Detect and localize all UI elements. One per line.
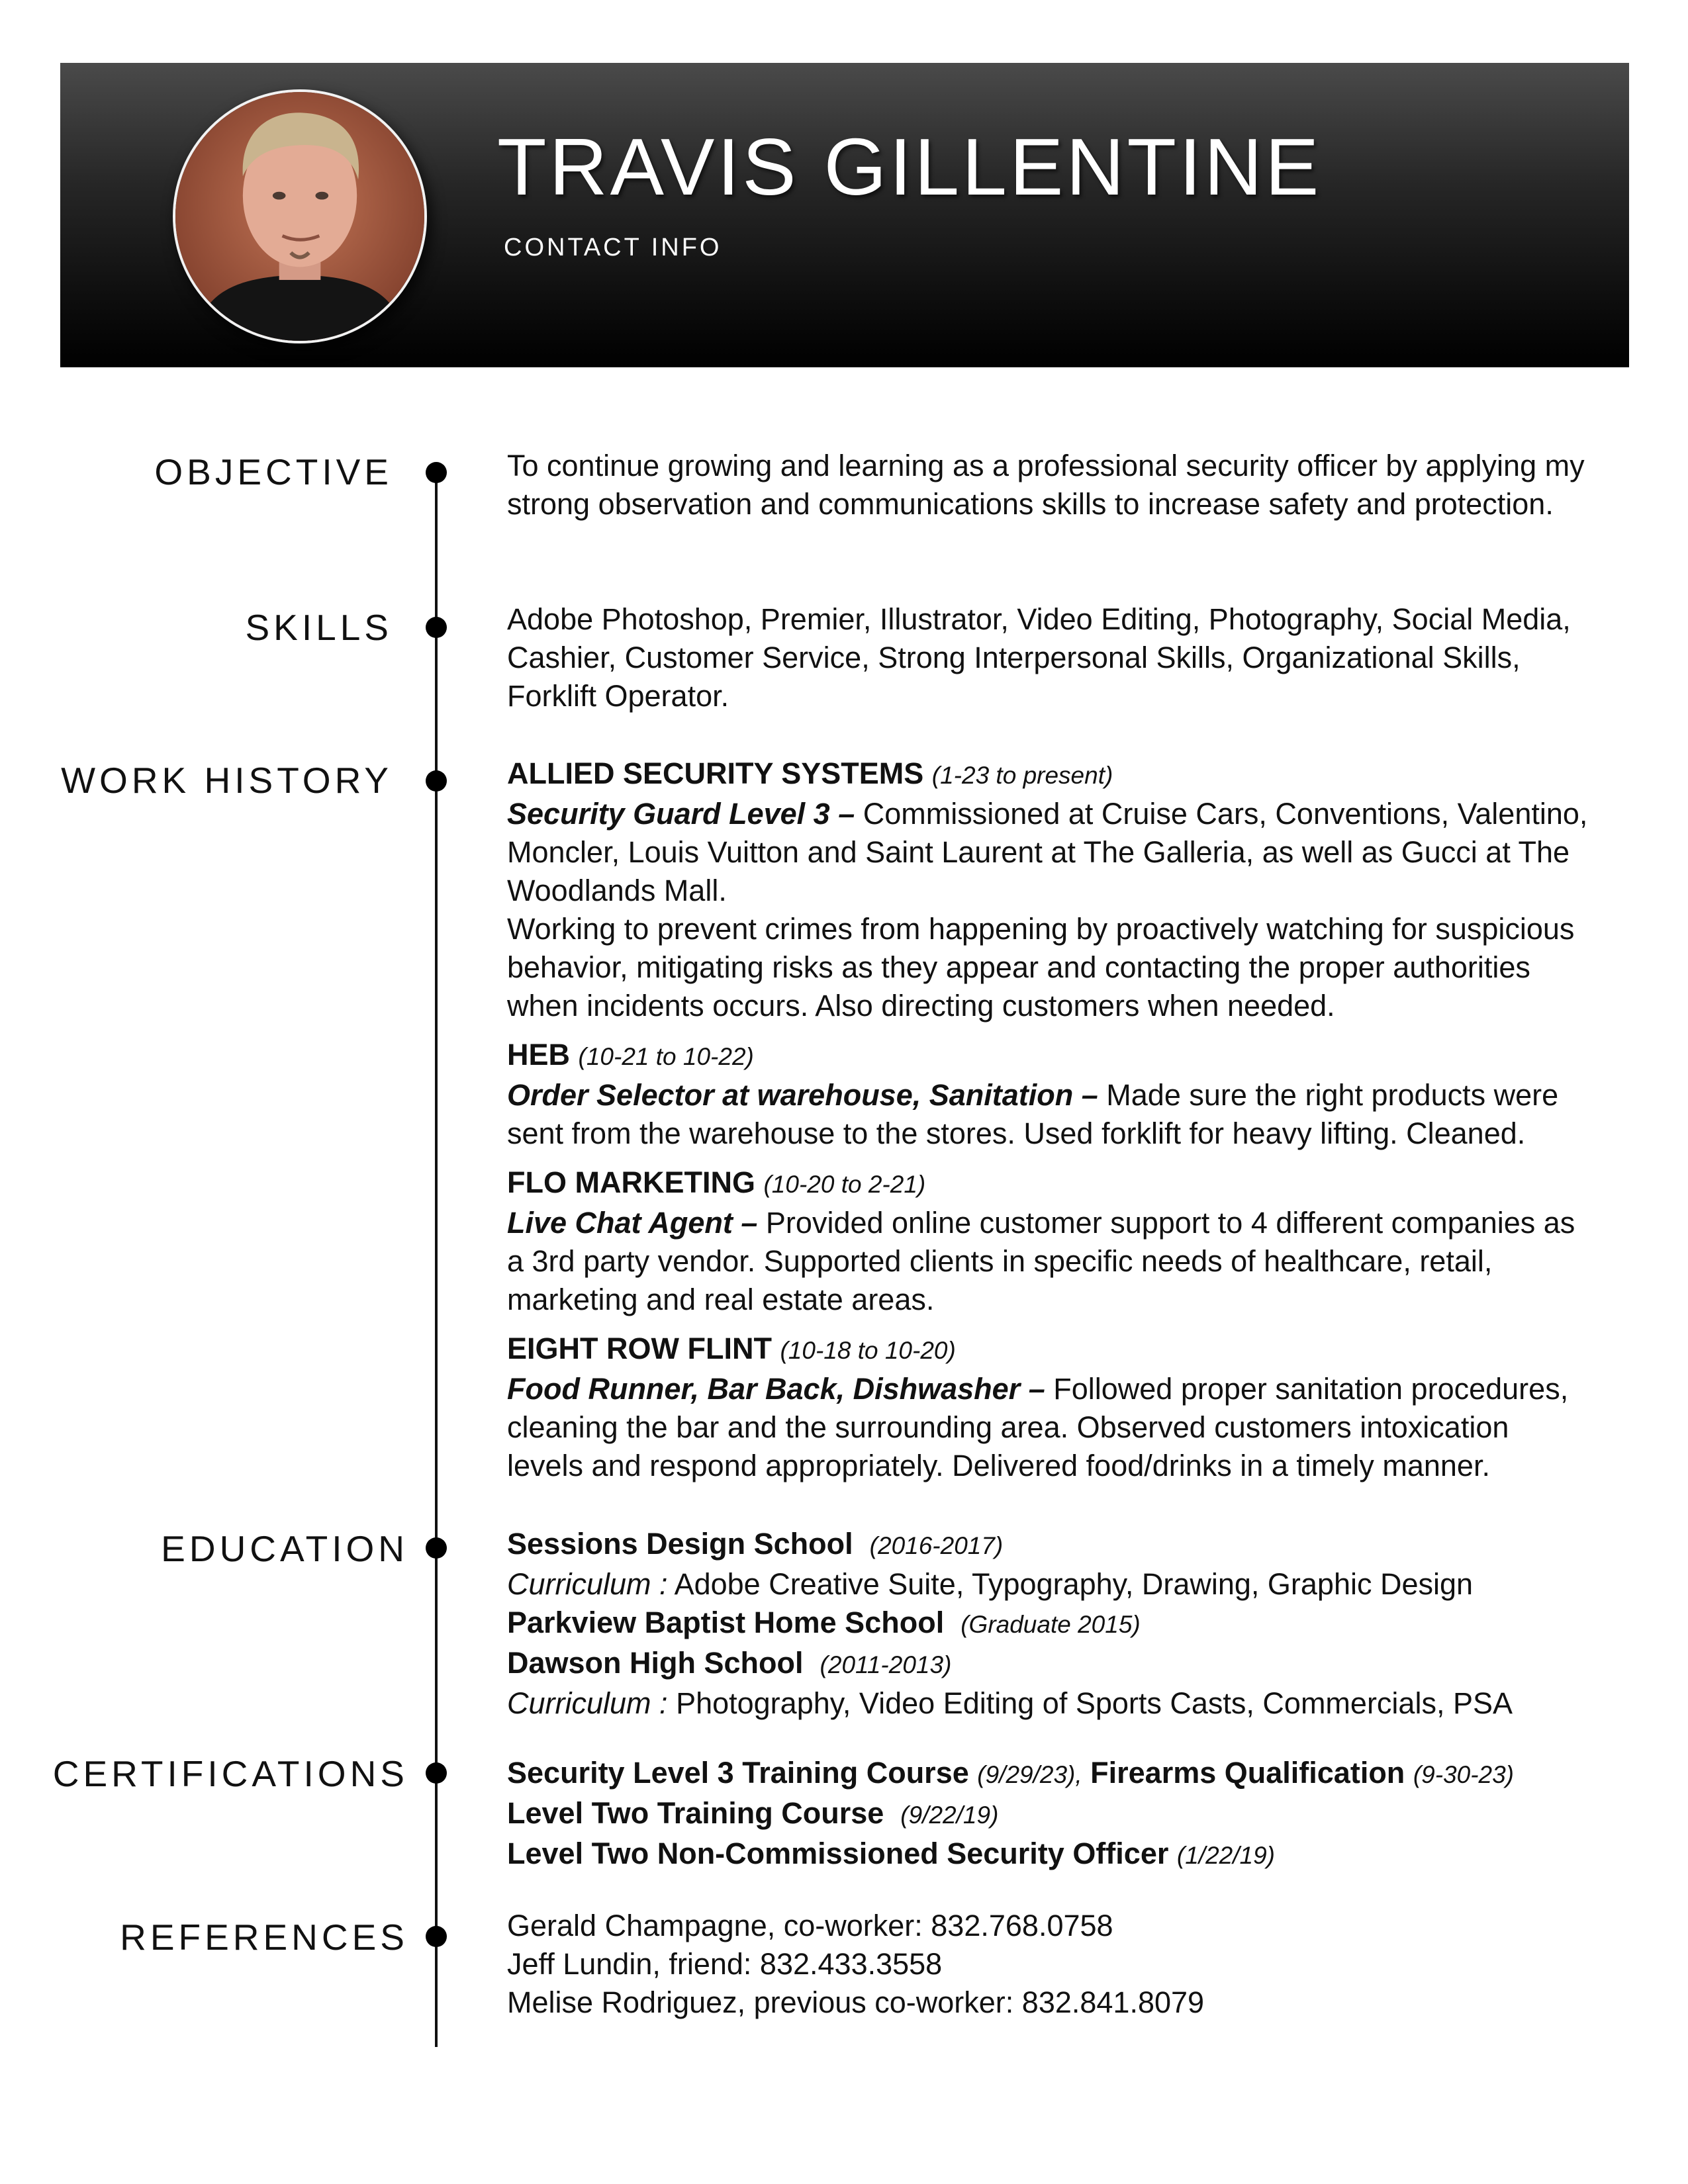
contact-info-link[interactable]: CONTACT INFO xyxy=(504,234,722,261)
job-company: HEB xyxy=(507,1038,571,1071)
timeline-dot-references xyxy=(426,1926,447,1947)
job-dates: (10-20 to 2-21) xyxy=(763,1171,926,1198)
school-dates: (2011-2013) xyxy=(820,1651,952,1678)
objective-text: To continue growing and learning as a professional security officer by applying my strong observation and communications skills to increase safety and protection. xyxy=(507,449,1585,521)
certification-name: Firearms Qualification xyxy=(1090,1756,1405,1790)
education-section xyxy=(507,1525,1593,1723)
curriculum-label: Curriculum : xyxy=(507,1686,668,1720)
job-role: Security Guard Level 3 – xyxy=(507,797,855,831)
section-label-certifications: CERTIFICATIONS xyxy=(52,1753,408,1794)
curriculum-text: Photography, Video Editing of Sports Casts, Commercials, PSA xyxy=(676,1686,1513,1720)
skills-text: Adobe Photoshop, Premier, Illustrator, Video Editing, Photography, Social Media, Cashier, Customer Service, Strong Interpersonal Skills, Organizational Skills, Forklift Operator. xyxy=(507,602,1571,713)
certifications-section xyxy=(507,1754,1593,1875)
header-banner xyxy=(60,63,1629,367)
timeline-dot-objective xyxy=(426,462,447,483)
certification-date: (9/29/23), xyxy=(977,1761,1082,1788)
school-dates: (Graduate 2015) xyxy=(961,1611,1141,1638)
job-description: Made sure the right products were sent from the warehouse to the stores. Used forklift for heavy lifting. Cleaned. xyxy=(507,1078,1559,1150)
profile-photo xyxy=(173,89,427,343)
job-role: Food Runner, Bar Back, Dishwasher – xyxy=(507,1372,1045,1406)
section-label-work-history: WORK HISTORY xyxy=(61,760,393,801)
person-portrait-icon xyxy=(175,92,424,341)
job-company: FLO MARKETING xyxy=(507,1165,755,1199)
job-entry xyxy=(507,1330,1593,1485)
job-entry xyxy=(507,1163,1593,1319)
job-role: Order Selector at warehouse, Sanitation – xyxy=(507,1078,1098,1112)
job-dates: (10-18 to 10-20) xyxy=(780,1337,956,1364)
timeline-dot-certifications xyxy=(426,1762,447,1784)
certification-name: Level Two Non-Commissioned Security Officer xyxy=(507,1837,1169,1870)
job-description: Followed proper sanitation procedures, cleaning the bar and the surrounding area. Observed customers intoxication levels and respond appropriately. Delivered food/drinks in a timely manner. xyxy=(507,1372,1569,1482)
reference-item: Gerald Champagne, co-worker: 832.768.0758 xyxy=(507,1909,1113,1942)
job-entry xyxy=(507,754,1593,1025)
job-dates: (10-21 to 10-22) xyxy=(578,1043,754,1070)
reference-item: Melise Rodriguez, previous co-worker: 832.841.8079 xyxy=(507,1985,1205,2019)
references-section xyxy=(507,1907,1593,2022)
job-role: Live Chat Agent – xyxy=(507,1206,758,1240)
section-label-references: REFERENCES xyxy=(120,1917,408,1958)
certification-date: (9/22/19) xyxy=(900,1801,999,1829)
objective-section xyxy=(507,447,1593,523)
job-company: ALLIED SECURITY SYSTEMS xyxy=(507,756,924,790)
job-company: EIGHT ROW FLINT xyxy=(507,1332,772,1365)
school-name: Parkview Baptist Home School xyxy=(507,1606,945,1639)
skills-section xyxy=(507,600,1593,715)
timeline-dot-education xyxy=(426,1537,447,1559)
curriculum-label: Curriculum : xyxy=(507,1567,668,1601)
job-dates: (1-23 to present) xyxy=(931,762,1113,789)
certification-name: Security Level 3 Training Course xyxy=(507,1756,969,1790)
certification-name: Level Two Training Course xyxy=(507,1796,884,1830)
school-name: Dawson High School xyxy=(507,1646,804,1680)
candidate-name: TRAVIS GILLENTINE xyxy=(497,122,1322,212)
school-name: Sessions Design School xyxy=(507,1527,853,1561)
work-history-section xyxy=(507,754,1593,1496)
job-extra: Working to prevent crimes from happening by proactively watching for suspicious behavior, mitigating risks as they appear and contacting the proper authorities when incidents occurs. Also directing customers when needed. xyxy=(507,912,1575,1023)
certification-date: (1/22/19) xyxy=(1176,1842,1275,1869)
certification-date: (9-30-23) xyxy=(1413,1761,1514,1788)
timeline-dot-work-history xyxy=(426,770,447,792)
reference-item: Jeff Lundin, friend: 832.433.3558 xyxy=(507,1947,943,1981)
certification-item xyxy=(507,1794,1593,1835)
section-label-objective: OBJECTIVE xyxy=(154,451,393,492)
timeline-dot-skills xyxy=(426,617,447,638)
curriculum-text: Adobe Creative Suite, Typography, Drawing, Graphic Design xyxy=(674,1567,1474,1601)
job-entry xyxy=(507,1036,1593,1153)
timeline-line xyxy=(435,469,438,2047)
school-dates: (2016-2017) xyxy=(869,1532,1004,1559)
job-description: Commissioned at Cruise Cars, Conventions, Valentino, Moncler, Louis Vuitton and Saint Laurent at The Galleria, as well as Gucci at The Woodlands Mall. xyxy=(507,797,1588,907)
section-label-skills: SKILLS xyxy=(245,607,393,648)
certification-item xyxy=(507,1835,1593,1875)
job-description: Provided online customer support to 4 different companies as a 3rd party vendor. Supported clients in specific needs of healthcare, retail, marketing and real estate areas. xyxy=(507,1206,1575,1316)
section-label-education: EDUCATION xyxy=(161,1528,408,1569)
certification-item xyxy=(507,1754,1593,1794)
